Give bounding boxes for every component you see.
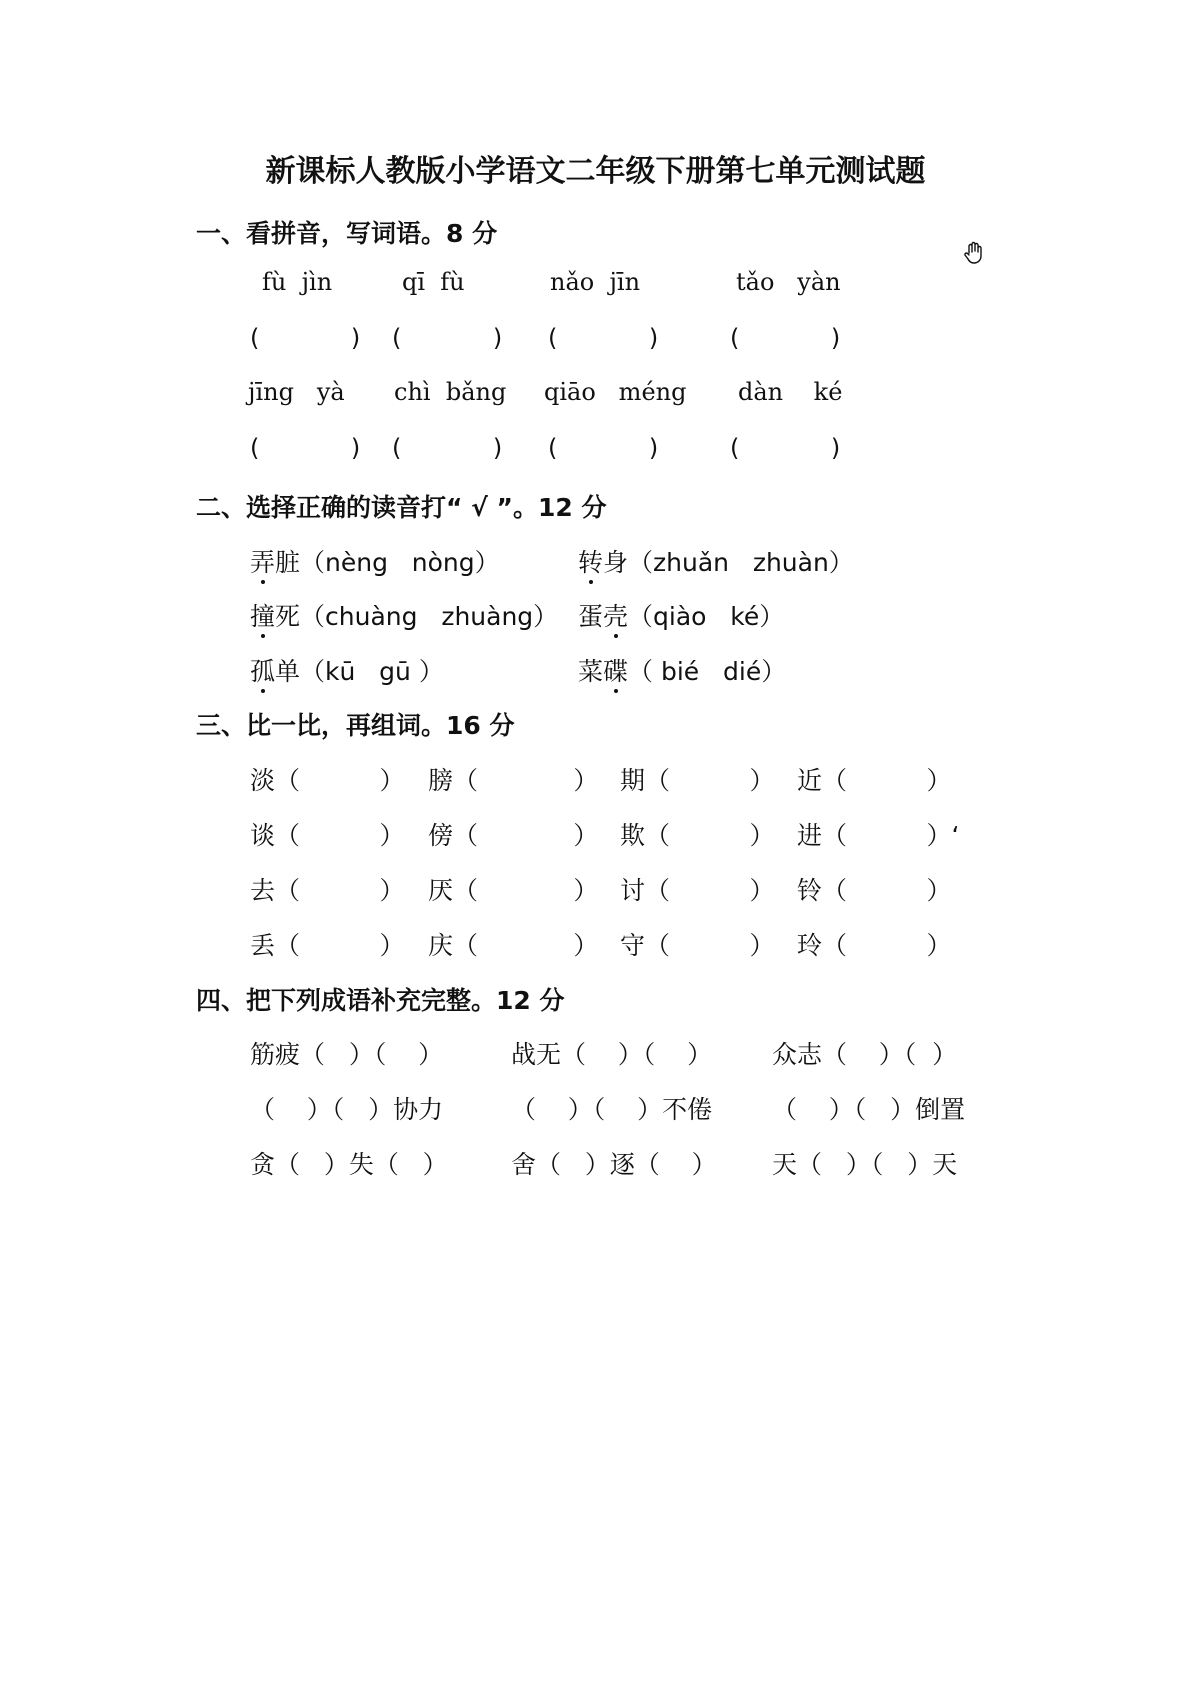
answer-blank: ( )	[730, 324, 841, 352]
idiom-item: （ ）（ ）不倦	[511, 1095, 713, 1124]
word-group-item: 膀（ ）	[428, 766, 599, 795]
reading-item: 菜碟（ bié dié）	[578, 652, 786, 688]
idiom-item: 战无（ ）（ ）	[511, 1040, 713, 1069]
answer-blank: ( )	[392, 324, 503, 352]
word-group-item: 丢（ ）	[250, 931, 405, 960]
word-group-item: 傍（ ）	[428, 821, 599, 850]
idiom-item: 舍（ ）逐（ ）	[511, 1150, 717, 1179]
word-group-item: 近（ ）	[797, 766, 952, 795]
word-group-item: 讨（ ）	[620, 876, 775, 905]
reading-item: 蛋壳（qiào ké）	[578, 597, 784, 633]
section-2-heading: 二、选择正确的读音打“ √ ”。12 分	[196, 493, 607, 522]
idiom-item: 贪（ ）失（ ）	[250, 1150, 448, 1179]
answer-blank: ( )	[392, 434, 503, 462]
idiom-item: 天（ ）（ ）天	[772, 1150, 958, 1179]
page-title: 新课标人教版小学语文二年级下册第七单元测试题	[265, 154, 926, 189]
word-group-item: 谈（ ）	[250, 821, 405, 850]
word-group-item: 期（ ）	[620, 766, 775, 795]
word-group-item: 庆（ ）	[428, 931, 599, 960]
reading-item: 孤单（kū gū ）	[250, 652, 444, 688]
answer-blank: ( )	[548, 324, 659, 352]
hand-cursor-icon	[962, 240, 988, 266]
idiom-item: （ ）（ ）倒置	[772, 1095, 966, 1124]
section-1-heading: 一、看拼音，写词语。8 分	[196, 219, 498, 248]
answer-blank: ( )	[250, 434, 361, 462]
pinyin-item: tǎo yàn	[736, 268, 841, 296]
pinyin-item: qiāo méng	[544, 378, 687, 406]
pinyin-item: dàn ké	[738, 378, 843, 406]
word-group-item: 进（ ）‘	[797, 821, 960, 850]
idiom-item: 筋疲（ ）（ ）	[250, 1040, 444, 1069]
reading-item: 撞死（chuàng zhuàng）	[250, 597, 558, 633]
word-group-item: 去（ ）	[250, 876, 405, 905]
pinyin-item: jīng yà	[248, 378, 345, 406]
reading-item: 弄脏（nèng nòng）	[250, 543, 500, 579]
word-group-item: 欺（ ）	[620, 821, 775, 850]
word-group-item: 守（ ）	[620, 931, 775, 960]
answer-blank: ( )	[730, 434, 841, 462]
pinyin-item: chì bǎng	[394, 378, 507, 406]
word-group-item: 玲（ ）	[797, 931, 952, 960]
word-group-item: 铃（ ）	[797, 876, 952, 905]
pinyin-item: fù jìn	[262, 268, 333, 296]
answer-blank: ( )	[250, 324, 361, 352]
reading-item: 转身（zhuǎn zhuàn）	[578, 543, 854, 579]
pinyin-item: nǎo jīn	[550, 268, 641, 296]
section-3-heading: 三、比一比，再组词。16 分	[196, 711, 515, 740]
section-4-heading: 四、把下列成语补充完整。12 分	[196, 986, 565, 1015]
pinyin-item: qī fù	[402, 268, 465, 296]
word-group-item: 淡（ ）	[250, 766, 405, 795]
answer-blank: ( )	[548, 434, 659, 462]
idiom-item: 众志（ ）（ ）	[772, 1040, 958, 1069]
idiom-item: （ ）（ ）协力	[250, 1095, 444, 1124]
word-group-item: 厌（ ）	[428, 876, 599, 905]
